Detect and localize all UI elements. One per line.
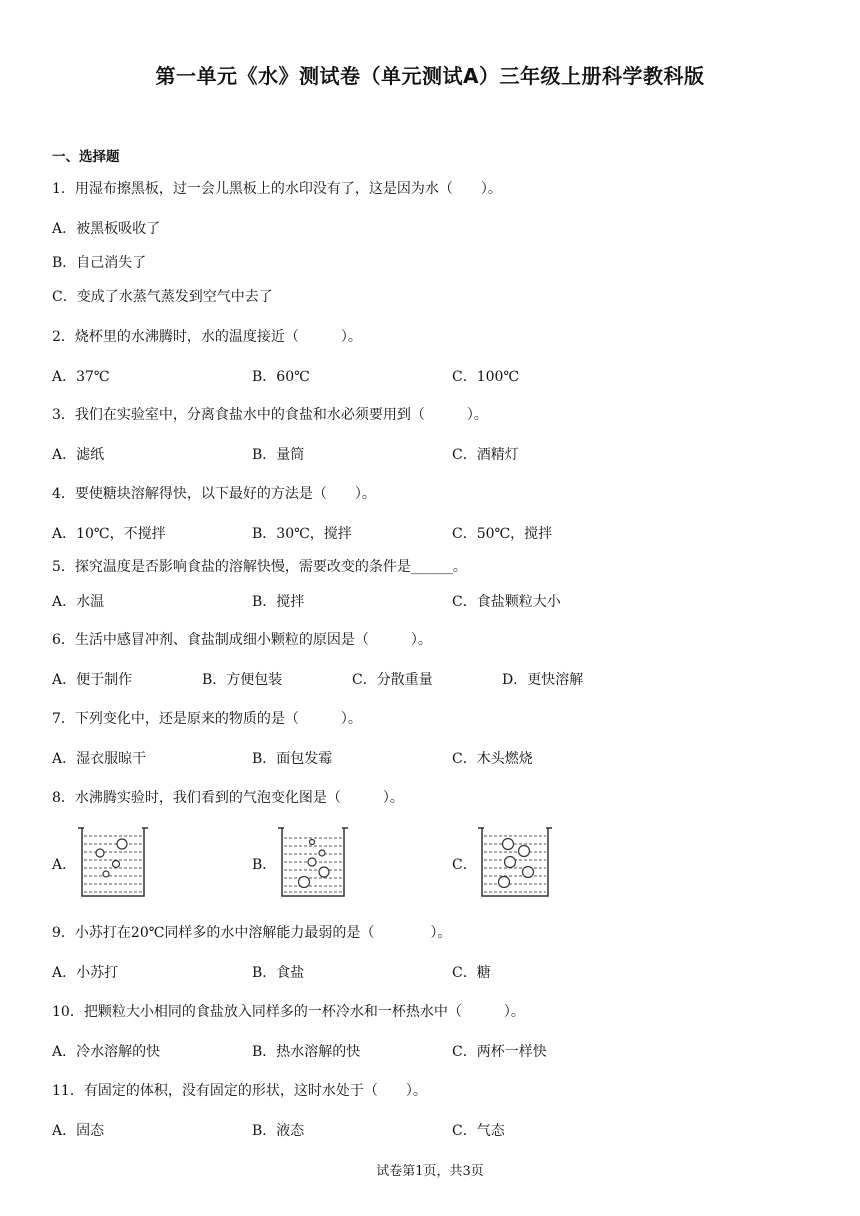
option-6d: D．更快溶解 bbox=[502, 672, 584, 688]
beaker-c-diagram bbox=[478, 826, 558, 900]
beaker-a-diagram bbox=[78, 826, 154, 900]
question-10: 10．把颗粒大小相同的食盐放入同样多的一杯冷水和一杯热水中（ ）。 bbox=[52, 1004, 525, 1020]
question-11: 11．有固定的体积，没有固定的形状，这时水处于（ ）。 bbox=[52, 1083, 427, 1099]
option-7c: C．木头燃烧 bbox=[452, 751, 533, 767]
option-7a: A．湿衣服晾干 bbox=[52, 751, 147, 767]
question-6: 6．生活中感冒冲剂、食盐制成细小颗粒的原因是（ ）。 bbox=[52, 632, 432, 648]
option-5b: B．搅拌 bbox=[252, 594, 305, 610]
question-7: 7．下列变化中，还是原来的物质的是（ ）。 bbox=[52, 711, 362, 727]
option-4c: C．50℃，搅拌 bbox=[452, 526, 553, 542]
option-2a: A．37℃ bbox=[52, 369, 110, 385]
option-3a: A．滤纸 bbox=[52, 447, 105, 463]
page-title: 第一单元《水》测试卷（单元测试A）三年级上册科学教科版 bbox=[155, 64, 705, 88]
options-row-5 bbox=[52, 591, 812, 611]
options-row-9 bbox=[52, 962, 812, 982]
option-2c: C．100℃ bbox=[452, 369, 520, 385]
option-5c: C．食盐颗粒大小 bbox=[452, 594, 561, 610]
question-2: 2．烧杯里的水沸腾时，水的温度接近（ ）。 bbox=[52, 329, 362, 345]
beaker-b-diagram bbox=[278, 826, 354, 900]
options-row-3 bbox=[52, 444, 812, 464]
page-footer: 试卷第1页，共3页 bbox=[376, 1164, 484, 1179]
option-8b-label: B． bbox=[252, 857, 277, 873]
option-11c: C．气态 bbox=[452, 1123, 505, 1139]
option-6c: C．分散重量 bbox=[352, 672, 433, 688]
question-8: 8．水沸腾实验时，我们看到的气泡变化图是（ ）。 bbox=[52, 790, 404, 806]
option-2b: B．60℃ bbox=[252, 369, 310, 385]
question-9: 9．小苏打在20℃同样多的水中溶解能力最弱的是（ ）。 bbox=[52, 925, 452, 941]
option-6b: B．方便包装 bbox=[202, 672, 283, 688]
question-4: 4．要使糖块溶解得快，以下最好的方法是（ ）。 bbox=[52, 486, 376, 502]
option-5a: A．水温 bbox=[52, 594, 105, 610]
options-row-2 bbox=[52, 366, 812, 386]
option-3c: C．酒精灯 bbox=[452, 447, 519, 463]
option-4b: B．30℃，搅拌 bbox=[252, 526, 352, 542]
section-heading: 一、选择题 bbox=[52, 149, 120, 165]
option-9a: A．小苏打 bbox=[52, 965, 119, 981]
option-10a: A．冷水溶解的快 bbox=[52, 1044, 161, 1060]
option-8c-label: C． bbox=[452, 857, 477, 873]
options-row-6 bbox=[52, 669, 812, 689]
options-row-4 bbox=[52, 523, 812, 543]
option-9b: B．食盐 bbox=[252, 965, 305, 981]
option-10c: C．两杯一样快 bbox=[452, 1044, 547, 1060]
option-9c: C．糖 bbox=[452, 965, 491, 981]
option-7b: B．面包发霉 bbox=[252, 751, 333, 767]
options-row-7 bbox=[52, 748, 812, 768]
option-10b: B．热水溶解的快 bbox=[252, 1044, 361, 1060]
option-8a-label: A． bbox=[52, 857, 77, 873]
option-1b: B．自己消失了 bbox=[52, 255, 147, 271]
question-5: 5．探究温度是否影响食盐的溶解快慢，需要改变的条件是______。 bbox=[52, 559, 467, 575]
option-1a: A．被黑板吸收了 bbox=[52, 221, 161, 237]
options-row-10 bbox=[52, 1041, 812, 1061]
question-1: 1．用湿布擦黑板，过一会儿黑板上的水印没有了，这是因为水（ ）。 bbox=[52, 181, 502, 197]
option-1c: C．变成了水蒸气蒸发到空气中去了 bbox=[52, 289, 273, 305]
option-6a: A．便于制作 bbox=[52, 672, 133, 688]
question-3: 3．我们在实验室中，分离食盐水中的食盐和水必须要用到（ ）。 bbox=[52, 407, 488, 423]
options-row-11 bbox=[52, 1120, 812, 1140]
option-4a: A．10℃，不搅拌 bbox=[52, 526, 166, 542]
option-11b: B．液态 bbox=[252, 1123, 305, 1139]
option-3b: B．量筒 bbox=[252, 447, 305, 463]
option-11a: A．固态 bbox=[52, 1123, 105, 1139]
